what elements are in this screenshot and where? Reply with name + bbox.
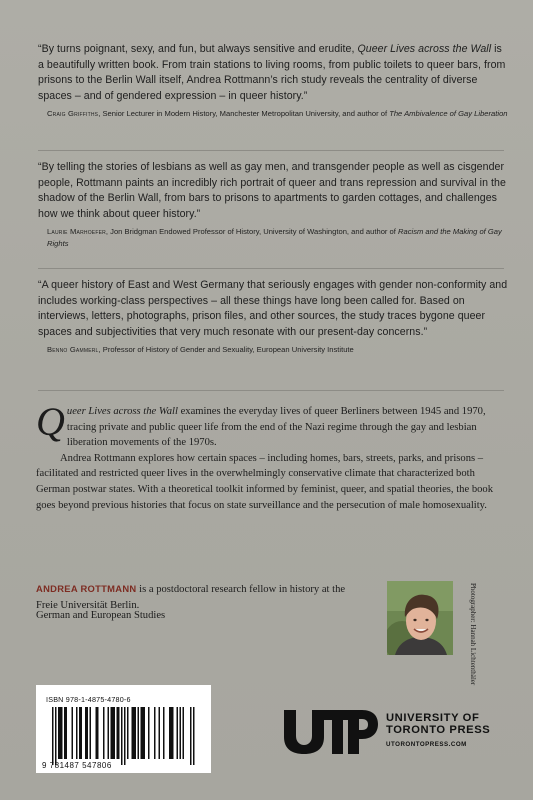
isbn-label: ISBN 978-1-4875-4780-6 <box>46 695 131 704</box>
publisher-name-line-1: UNIVERSITY OF <box>386 712 480 724</box>
photo-credit-text: Photographer: Hannah Lichtenthäler <box>469 583 477 686</box>
endorser-affiliation: , Senior Lecturer in Modern History, Manchester Metropolitan University, and author of <box>98 109 390 119</box>
barcode-bar <box>144 707 146 759</box>
endorsement-quote <box>38 278 508 340</box>
barcode-bar <box>111 707 113 759</box>
endorser-name: Laurie Marhoefer <box>47 227 106 237</box>
publisher-name-line-2: TORONTO PRESS <box>386 724 491 737</box>
barcode-bar <box>135 707 137 759</box>
barcode-bar <box>112 707 114 759</box>
barcode-bar <box>76 707 78 759</box>
drop-cap: Q <box>36 399 65 444</box>
publisher-url: UTORONTOPRESS.COM <box>386 741 467 748</box>
endorsement-2 <box>38 160 508 249</box>
barcode-bar <box>85 707 87 759</box>
barcode-bar <box>118 707 120 759</box>
barcode-panel <box>36 685 211 773</box>
endorsement-attribution <box>47 344 508 355</box>
barcode-bar <box>138 707 140 759</box>
utp-logo-icon <box>282 708 380 754</box>
barcode-digits: 9 781487 547806 <box>42 761 112 770</box>
barcode-bar <box>108 707 110 759</box>
quote-text: “By turns poignant, sexy, and fun, but always sensitive and erudite, <box>38 43 358 55</box>
quote-text: “By telling the stories of lesbians as well as gay men, and transgender people as well as cisgender people, Rottmann paints an incredibly rich portrait of queer and trans repression and survival in the shadow of the Berlin Wall, from bars to prisons to apartments to garden cottages, and challenges how we think about queer history.” <box>38 161 506 220</box>
endorser-name: Benno Gammerl <box>47 345 99 355</box>
barcode-bar <box>117 707 119 759</box>
barcode-bar <box>97 707 99 759</box>
endorsement-attribution <box>47 226 508 249</box>
barcode-bar <box>171 707 173 759</box>
barcode-bar <box>142 707 144 759</box>
barcode-bar <box>103 707 105 759</box>
divider <box>38 150 504 151</box>
barcode-bar <box>127 707 129 759</box>
barcode-bar <box>58 707 60 759</box>
endorsement-quote <box>38 42 508 104</box>
endorser-name: Craig Griffiths <box>47 109 99 119</box>
description-paragraph-1 <box>36 399 504 451</box>
series-name: German and European Studies <box>36 610 166 621</box>
divider <box>38 268 504 269</box>
barcode-bar <box>121 707 123 765</box>
endorsement-3 <box>38 278 508 356</box>
barcode-bar <box>114 707 116 759</box>
author-bio <box>36 581 356 613</box>
barcode-bar <box>159 707 161 759</box>
photo-credit <box>455 583 485 686</box>
barcode-bar <box>132 707 134 759</box>
barcode-bar <box>180 707 182 759</box>
barcode-bar <box>96 707 98 759</box>
quote-text: “A queer history of East and West Germany that seriously engages with gender non-conformity and includes working-class perspectives – all these things have long been called for. Based on interviews, letters, photographs, prison files, and other sources, the study traces bygone queer spaces and subjectivities that very much resonate with our present-day concerns.” <box>38 279 508 338</box>
author-photo <box>387 581 453 655</box>
barcode-bar <box>72 707 74 759</box>
barcode-bar <box>172 707 174 759</box>
book-title-italic: Queer Lives across the Wall <box>357 43 492 55</box>
barcode-bar <box>87 707 89 759</box>
endorser-affiliation: , Jon Bridgman Endowed Professor of History, University of Washington, and author of <box>105 227 398 237</box>
endorser-book: The Ambivalence of Gay Liberation <box>389 109 508 119</box>
barcode-bar <box>79 707 81 759</box>
book-title-italic: ueer Lives across the Wall <box>66 406 178 417</box>
barcode-bar <box>61 707 63 759</box>
barcode-bar <box>90 707 92 759</box>
description-text: examines the everyday lives of queer Berliners between 1945 and 1970, tracing private and public queer life from the end of the Nazi regime through the gay and lesbian liberation movements of the 1970s. <box>66 406 486 449</box>
description-paragraph-2: Andrea Rottmann explores how certain spaces – including homes, bars, streets, parks, and prisons – facilitated and restricted queer lives in the overwhelmingly conservative climate that characterized both German postwar states. With a theoretical toolkit informed by feminist, queer, and spatial theories, the book goes beyond previous histories that focus on state surveillance and the persecution of male homosexuality. <box>36 452 494 511</box>
barcode-bar <box>183 707 185 759</box>
endorser-book: Racism and the Making of Gay Rights <box>47 227 502 248</box>
barcode-bar <box>81 707 83 759</box>
publisher-name <box>386 712 516 737</box>
endorsement-quote <box>38 160 508 222</box>
endorsement-1 <box>38 42 508 120</box>
barcode-bar <box>133 707 135 759</box>
divider <box>38 390 504 391</box>
barcode-bar <box>148 707 150 759</box>
barcode-bar <box>52 707 54 765</box>
book-description <box>36 399 504 513</box>
barcode-bar <box>177 707 179 759</box>
barcode-bar <box>55 707 57 765</box>
barcode-bar <box>64 707 66 759</box>
endorser-affiliation: , Professor of History of Gender and Sexuality, European University Institute <box>98 345 354 355</box>
barcode-bar <box>66 707 68 759</box>
author-bio-text: is a postdoctoral research fellow in history at the Freie Universität Berlin. <box>36 584 346 611</box>
barcode-bar <box>193 707 195 765</box>
barcode-bar <box>124 707 126 765</box>
author-portrait-icon <box>387 581 453 655</box>
barcode-bar <box>190 707 192 765</box>
quote-text: is a beautifully written book. From train stations to living rooms, from public toilets to queer bars, from prisons to the Berlin Wall itself, Andrea Rottmann’s rich study reveals the centrality of diverse spaces – and of gendered expression – in queer history.” <box>38 43 506 102</box>
barcode-bar <box>163 707 165 759</box>
barcode-bar <box>169 707 171 759</box>
barcode-bar <box>154 707 156 759</box>
endorsement-attribution <box>47 108 508 119</box>
barcode-bar <box>60 707 62 759</box>
barcode-bar <box>141 707 143 759</box>
author-name: ANDREA ROTTMANN <box>36 583 137 594</box>
